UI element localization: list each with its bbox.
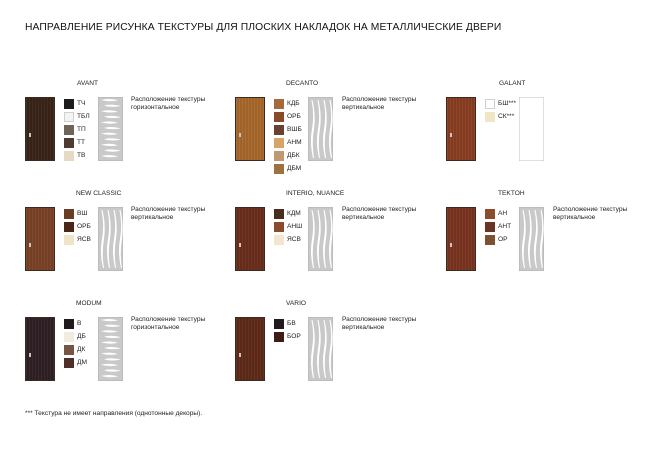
color-swatch — [64, 138, 74, 148]
color-swatch — [274, 319, 284, 329]
description-line: Расположение текстуры — [131, 206, 206, 213]
color-swatch — [64, 358, 74, 368]
color-swatch — [274, 138, 284, 148]
color-swatch — [485, 235, 495, 245]
color-swatch — [274, 125, 284, 135]
description-line: горизонтальное — [131, 104, 180, 111]
swatch-label: ТБЛ — [77, 113, 90, 120]
swatch-item — [274, 207, 302, 220]
color-swatch — [274, 164, 284, 174]
texture-pattern-svg — [519, 207, 544, 271]
swatch-label: ОР — [498, 236, 508, 243]
texture-pattern-svg — [308, 97, 333, 161]
product-block-vario — [235, 300, 440, 390]
description-line: горизонтальное — [131, 324, 180, 331]
swatch-label: АН — [498, 210, 508, 217]
swatch-label: КДБ — [287, 100, 300, 107]
swatch-list — [64, 207, 91, 246]
swatch-item — [64, 317, 87, 330]
product-block-decanto — [235, 80, 440, 170]
swatch-label: ДБМ — [287, 165, 302, 172]
swatch-label: БШ*** — [498, 100, 517, 107]
color-swatch — [64, 112, 74, 122]
swatch-label: ОРБ — [77, 223, 91, 230]
swatch-item — [274, 317, 301, 330]
texture-description — [131, 206, 205, 222]
texture-description — [342, 316, 416, 332]
block-title: MODUM — [76, 300, 102, 307]
swatch-item — [274, 220, 302, 233]
texture-pattern — [519, 207, 544, 271]
color-swatch — [485, 209, 495, 219]
swatch-label: ОРБ — [287, 113, 301, 120]
swatch-item — [485, 220, 511, 233]
swatch-label: СК*** — [498, 113, 515, 120]
block-title: NEW CLASSIC — [76, 190, 122, 197]
swatch-item — [64, 97, 90, 110]
color-swatch — [274, 99, 284, 109]
swatch-label: ДБ — [77, 333, 86, 340]
swatch-item — [485, 110, 516, 123]
description-line: Расположение текстуры — [131, 96, 206, 103]
texture-pattern-svg — [308, 317, 333, 381]
door-image — [235, 207, 265, 271]
door-handle — [450, 133, 452, 137]
texture-description — [342, 96, 416, 112]
door-handle — [29, 133, 31, 137]
swatch-item — [64, 220, 91, 233]
block-title: AVANT — [77, 80, 99, 87]
swatch-label: ЯСВ — [287, 236, 301, 243]
product-block-modum — [25, 300, 230, 390]
description-line: Расположение текстуры — [342, 206, 417, 213]
block-title: DECANTO — [286, 80, 319, 87]
block-title: GALANT — [499, 80, 526, 87]
description-line: Расположение текстуры — [342, 316, 417, 323]
swatch-label: ДБК — [287, 152, 300, 159]
swatch-label: ТП — [77, 126, 86, 133]
door-handle — [239, 353, 241, 357]
texture-pattern-svg — [98, 207, 123, 271]
swatch-item — [64, 136, 90, 149]
door-image — [446, 207, 476, 271]
product-block-avant — [25, 80, 230, 170]
swatch-label: ДК — [77, 346, 86, 353]
product-block-new-classic — [25, 190, 230, 280]
color-swatch — [274, 332, 284, 342]
door-handle — [450, 243, 452, 247]
swatch-label: АНШ — [287, 223, 303, 230]
description-line: Расположение текстуры — [131, 316, 206, 323]
description-line: вертикальное — [553, 214, 596, 221]
color-swatch — [64, 222, 74, 232]
block-title: TEKTOH — [498, 190, 525, 197]
swatch-list — [274, 207, 302, 246]
texture-description — [342, 206, 416, 222]
texture-description — [131, 96, 205, 112]
swatch-list — [485, 207, 511, 246]
product-block-tekton — [446, 190, 650, 280]
texture-pattern — [308, 97, 333, 161]
door-handle — [29, 243, 31, 247]
swatch-label: ЯСВ — [77, 236, 91, 243]
swatch-list — [274, 317, 301, 343]
texture-pattern-svg — [98, 317, 123, 381]
color-swatch — [274, 209, 284, 219]
texture-pattern — [519, 97, 544, 161]
color-swatch — [485, 112, 495, 122]
product-block-galant — [446, 80, 650, 170]
swatch-list — [64, 97, 90, 162]
description-line: вертикальное — [342, 214, 385, 221]
color-swatch — [64, 151, 74, 161]
block-title: VARIO — [286, 300, 307, 307]
color-swatch — [274, 151, 284, 161]
texture-description — [553, 206, 627, 222]
swatch-item — [274, 330, 301, 343]
door-handle — [239, 133, 241, 137]
swatch-label: АНМ — [287, 139, 302, 146]
swatch-label: ТТ — [77, 139, 86, 146]
color-swatch — [274, 235, 284, 245]
swatch-item — [64, 110, 90, 123]
description-line: вертикальное — [342, 104, 385, 111]
door-image — [25, 207, 55, 271]
door-image — [25, 97, 55, 161]
swatch-label: АНТ — [498, 223, 512, 230]
description-line: вертикальное — [342, 324, 385, 331]
color-swatch — [64, 319, 74, 329]
color-swatch — [64, 125, 74, 135]
door-image — [25, 317, 55, 381]
swatch-label: ВШБ — [287, 126, 302, 133]
swatch-item — [485, 97, 516, 110]
description-line: Расположение текстуры — [553, 206, 628, 213]
swatch-label: КДМ — [287, 210, 301, 217]
texture-pattern — [98, 207, 123, 271]
swatch-item — [274, 123, 302, 136]
swatch-list — [274, 97, 302, 175]
description-line: вертикальное — [131, 214, 174, 221]
swatch-label: ВШ — [77, 210, 88, 217]
swatch-item — [274, 136, 302, 149]
swatch-item — [485, 207, 511, 220]
color-swatch — [274, 222, 284, 232]
swatch-item — [64, 343, 87, 356]
color-swatch — [64, 209, 74, 219]
swatch-item — [274, 97, 302, 110]
swatch-list — [485, 97, 516, 123]
swatch-item — [485, 233, 511, 246]
texture-description — [131, 316, 205, 332]
color-swatch — [485, 99, 495, 109]
swatch-label: В — [77, 320, 82, 327]
texture-pattern-svg — [519, 97, 544, 161]
swatch-label: БОР — [287, 333, 301, 340]
swatch-item — [64, 123, 90, 136]
texture-pattern — [308, 207, 333, 271]
swatch-item — [64, 149, 90, 162]
color-swatch — [64, 99, 74, 109]
texture-pattern — [98, 317, 123, 381]
color-swatch — [64, 345, 74, 355]
color-swatch — [274, 112, 284, 122]
footnote: *** Текстура не имеет направления (однотонные декоры). — [25, 410, 203, 417]
swatch-item — [64, 330, 87, 343]
texture-pattern-svg — [308, 207, 333, 271]
color-swatch — [485, 222, 495, 232]
swatch-item — [64, 356, 87, 369]
swatch-label: БВ — [287, 320, 296, 327]
description-line: Расположение текстуры — [342, 96, 417, 103]
swatch-item — [274, 162, 302, 175]
swatch-item — [274, 110, 302, 123]
texture-pattern-svg — [98, 97, 123, 161]
swatch-list — [64, 317, 87, 369]
door-handle — [239, 243, 241, 247]
door-image — [446, 97, 476, 161]
swatch-label: ТЧ — [77, 100, 86, 107]
color-swatch — [64, 235, 74, 245]
block-title: INTERIO, NUANCE — [286, 190, 345, 197]
swatch-item — [274, 149, 302, 162]
swatch-label: ДМ — [77, 359, 87, 366]
texture-pattern — [98, 97, 123, 161]
color-swatch — [64, 332, 74, 342]
swatch-item — [274, 233, 302, 246]
swatch-item — [64, 207, 91, 220]
product-block-interio-nuance — [235, 190, 440, 280]
door-image — [235, 97, 265, 161]
swatch-label: ТВ — [77, 152, 86, 159]
door-handle — [29, 353, 31, 357]
page-title: НАПРАВЛЕНИЕ РИСУНКА ТЕКСТУРЫ ДЛЯ ПЛОСКИХ НАКЛАДОК НА МЕТАЛЛИЧЕСКИЕ ДВЕРИ — [25, 22, 502, 33]
door-image — [235, 317, 265, 381]
swatch-item — [64, 233, 91, 246]
texture-pattern — [308, 317, 333, 381]
